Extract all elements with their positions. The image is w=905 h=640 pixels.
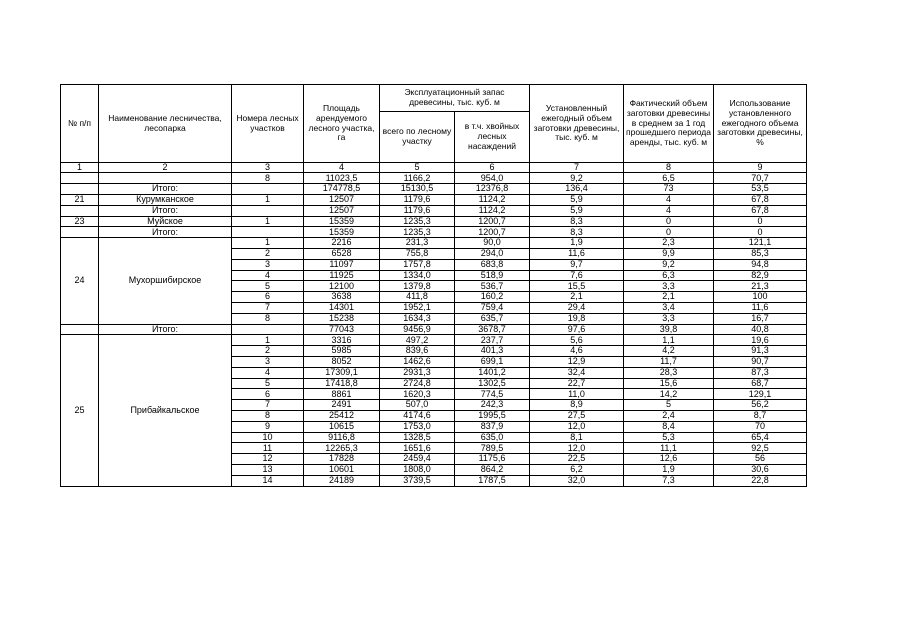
stock-conifer-value: 536,7: [455, 281, 530, 292]
usage-percent-value: 121,1: [714, 238, 807, 249]
annual-volume-value: 12,9: [530, 356, 624, 367]
usage-percent-value: 129,1: [714, 389, 807, 400]
plot-number: 8: [232, 410, 304, 421]
total-usage-percent: 0: [714, 227, 807, 238]
plot-number: 7: [232, 303, 304, 314]
column-number: 1: [61, 163, 99, 173]
actual-volume-value: 3,4: [624, 303, 714, 314]
usage-percent-value: 11,6: [714, 303, 807, 314]
stock-conifer-value: 1175,6: [455, 454, 530, 465]
plot-number: 6: [232, 389, 304, 400]
usage-percent-value: 56: [714, 454, 807, 465]
stock-conifer-value: 401,3: [455, 346, 530, 357]
total-empty-cell: [232, 205, 304, 216]
annual-volume-value: 9,7: [530, 259, 624, 270]
header-usage: Использование установленного ежегодного объема заготовки древесины, %: [714, 85, 807, 163]
plot-number: 14: [232, 475, 304, 486]
stock-total-value: 1757,8: [380, 259, 455, 270]
stock-total-value: 2931,3: [380, 367, 455, 378]
total-actual-volume: 0: [624, 227, 714, 238]
plot-number: 1: [232, 216, 304, 227]
stock-total-value: 1808,0: [380, 464, 455, 475]
plot-number: 5: [232, 281, 304, 292]
header-plots: Номера лесных участков: [232, 85, 304, 163]
column-number: 9: [714, 163, 807, 173]
column-number: 8: [624, 163, 714, 173]
annual-volume-value: 11,6: [530, 249, 624, 260]
header-annual: Установленный ежегодный объем заготовки древесины, тыс. куб. м: [530, 85, 624, 163]
stock-total-value: 839,6: [380, 346, 455, 357]
annual-volume-value: 2,1: [530, 292, 624, 303]
actual-volume-value: 11,1: [624, 443, 714, 454]
total-area: 15359: [304, 227, 380, 238]
area-value: 12507: [304, 195, 380, 206]
total-stock: 1179,6: [380, 205, 455, 216]
usage-percent-value: 90,7: [714, 356, 807, 367]
usage-percent-value: 65,4: [714, 432, 807, 443]
stock-conifer-value: 635,0: [455, 432, 530, 443]
plot-number: 5: [232, 378, 304, 389]
annual-volume-value: 22,7: [530, 378, 624, 389]
area-value: 3638: [304, 292, 380, 303]
plot-number: 8: [232, 313, 304, 324]
stock-total-value: 1235,3: [380, 216, 455, 227]
stock-conifer-value: 1200,7: [455, 216, 530, 227]
actual-volume-value: 15,6: [624, 378, 714, 389]
table-row: [61, 216, 807, 227]
header-area: Площадь арендуемого лесного участка, га: [304, 85, 380, 163]
area-value: 3316: [304, 335, 380, 346]
stock-conifer-value: 789,5: [455, 443, 530, 454]
area-value: 12265,3: [304, 443, 380, 454]
usage-percent-value: 16,7: [714, 313, 807, 324]
column-number: 2: [99, 163, 232, 173]
area-value: 25412: [304, 410, 380, 421]
stock-conifer-value: 294,0: [455, 249, 530, 260]
total-empty-cell: [232, 227, 304, 238]
table-row: [61, 195, 807, 206]
total-stock: 9456,9: [380, 324, 455, 335]
plot-number: 6: [232, 292, 304, 303]
actual-volume-value: 6,5: [624, 173, 714, 184]
total-empty-cell: [61, 205, 99, 216]
stock-conifer-value: 90,0: [455, 238, 530, 249]
stock-total-value: 497,2: [380, 335, 455, 346]
actual-volume-value: 9,9: [624, 249, 714, 260]
area-value: 9116,8: [304, 432, 380, 443]
actual-volume-value: 3,3: [624, 313, 714, 324]
column-number: 7: [530, 163, 624, 173]
column-number-row: [61, 163, 807, 173]
plot-number: 4: [232, 270, 304, 281]
usage-percent-value: 70,7: [714, 173, 807, 184]
usage-percent-value: 67,8: [714, 195, 807, 206]
total-row: [61, 184, 807, 195]
total-empty-cell: [61, 227, 99, 238]
stock-total-value: 1334,0: [380, 270, 455, 281]
annual-volume-value: 5,9: [530, 195, 624, 206]
area-value: 11097: [304, 259, 380, 270]
annual-volume-value: 6,2: [530, 464, 624, 475]
stock-total-value: 411,8: [380, 292, 455, 303]
forestry-number: [61, 173, 99, 184]
stock-conifer-value: 1302,5: [455, 378, 530, 389]
plot-number: 7: [232, 400, 304, 411]
annual-volume-value: 9,2: [530, 173, 624, 184]
stock-conifer-value: 1124,2: [455, 195, 530, 206]
area-value: 6528: [304, 249, 380, 260]
annual-volume-value: 27,5: [530, 410, 624, 421]
header-name: Наименование лесничества, лесопарка: [99, 85, 232, 163]
header-num: № п/п: [61, 85, 99, 163]
annual-volume-value: 12,0: [530, 443, 624, 454]
annual-volume-value: 15,5: [530, 281, 624, 292]
actual-volume-value: 9,2: [624, 259, 714, 270]
column-number: 3: [232, 163, 304, 173]
actual-volume-value: 6,3: [624, 270, 714, 281]
actual-volume-value: 2,4: [624, 410, 714, 421]
plot-number: 2: [232, 346, 304, 357]
table-body: [61, 163, 807, 487]
usage-percent-value: 92,5: [714, 443, 807, 454]
total-usage-percent: 67,8: [714, 205, 807, 216]
forestry-number: 25: [61, 335, 99, 486]
usage-percent-value: 0: [714, 216, 807, 227]
area-value: 2216: [304, 238, 380, 249]
plot-number: 9: [232, 421, 304, 432]
header-stock-total: всего по лесному участку: [380, 112, 455, 163]
area-value: 17828: [304, 454, 380, 465]
annual-volume-value: 22,5: [530, 454, 624, 465]
area-value: 5985: [304, 346, 380, 357]
forestry-number: 24: [61, 238, 99, 324]
actual-volume-value: 28,3: [624, 367, 714, 378]
area-value: 15238: [304, 313, 380, 324]
total-label: Итого:: [99, 205, 232, 216]
stock-total-value: 1166,2: [380, 173, 455, 184]
usage-percent-value: 30,6: [714, 464, 807, 475]
annual-volume-value: 11,0: [530, 389, 624, 400]
plot-number: 10: [232, 432, 304, 443]
total-stock-conifer: 1200,7: [455, 227, 530, 238]
actual-volume-value: 14,2: [624, 389, 714, 400]
actual-volume-value: 8,4: [624, 421, 714, 432]
total-area: 12507: [304, 205, 380, 216]
stock-total-value: 1952,1: [380, 303, 455, 314]
stock-conifer-value: 1787,5: [455, 475, 530, 486]
stock-total-value: 2459,4: [380, 454, 455, 465]
actual-volume-value: 3,3: [624, 281, 714, 292]
total-stock-conifer: 12376,8: [455, 184, 530, 195]
forest-lease-table: [60, 84, 807, 487]
annual-volume-value: 1,9: [530, 238, 624, 249]
total-empty-cell: [61, 324, 99, 335]
stock-conifer-value: 759,4: [455, 303, 530, 314]
forestry-name: Муйское: [99, 216, 232, 227]
total-usage-percent: 40,8: [714, 324, 807, 335]
column-number: 5: [380, 163, 455, 173]
plot-number: 12: [232, 454, 304, 465]
actual-volume-value: 7,3: [624, 475, 714, 486]
total-row: [61, 324, 807, 335]
plot-number: 1: [232, 195, 304, 206]
total-stock-conifer: 1124,2: [455, 205, 530, 216]
area-value: 15359: [304, 216, 380, 227]
plot-number: 1: [232, 335, 304, 346]
annual-volume-value: 4,6: [530, 346, 624, 357]
area-value: 10615: [304, 421, 380, 432]
plot-number: 8: [232, 173, 304, 184]
total-stock: 1235,3: [380, 227, 455, 238]
stock-conifer-value: 954,0: [455, 173, 530, 184]
total-label: Итого:: [99, 324, 232, 335]
total-usage-percent: 53,5: [714, 184, 807, 195]
header-actual: Фактический объем заготовки древесины в среднем за 1 год прошедшего периода аренды, тыс. куб. м: [624, 85, 714, 163]
usage-percent-value: 100: [714, 292, 807, 303]
stock-conifer-value: 242,3: [455, 400, 530, 411]
stock-total-value: 507,0: [380, 400, 455, 411]
total-empty-cell: [61, 184, 99, 195]
area-value: 11925: [304, 270, 380, 281]
usage-percent-value: 56,2: [714, 400, 807, 411]
actual-volume-value: 1,9: [624, 464, 714, 475]
forestry-name: Прибайкальское: [99, 335, 232, 486]
usage-percent-value: 19,6: [714, 335, 807, 346]
area-value: 11023,5: [304, 173, 380, 184]
total-row: [61, 227, 807, 238]
plot-number: 2: [232, 249, 304, 260]
stock-total-value: 3739,5: [380, 475, 455, 486]
actual-volume-value: 2,1: [624, 292, 714, 303]
usage-percent-value: 82,9: [714, 270, 807, 281]
table-row: [61, 238, 807, 249]
header-stock-conifer: в т.ч. хвойных лесных насаждений: [455, 112, 530, 163]
area-value: 17418,8: [304, 378, 380, 389]
total-stock: 15130,5: [380, 184, 455, 195]
stock-conifer-value: 683,8: [455, 259, 530, 270]
table-row: [61, 173, 807, 184]
actual-volume-value: 5: [624, 400, 714, 411]
stock-total-value: 1753,0: [380, 421, 455, 432]
stock-total-value: 1328,5: [380, 432, 455, 443]
annual-volume-value: 32,4: [530, 367, 624, 378]
area-value: 12100: [304, 281, 380, 292]
stock-total-value: 1651,6: [380, 443, 455, 454]
usage-percent-value: 85,3: [714, 249, 807, 260]
plot-number: 1: [232, 238, 304, 249]
stock-conifer-value: 774,5: [455, 389, 530, 400]
stock-total-value: 2724,8: [380, 378, 455, 389]
stock-conifer-value: 160,2: [455, 292, 530, 303]
stock-conifer-value: 1401,2: [455, 367, 530, 378]
usage-percent-value: 94,8: [714, 259, 807, 270]
actual-volume-value: 11,7: [624, 356, 714, 367]
actual-volume-value: 4: [624, 195, 714, 206]
total-empty-cell: [232, 184, 304, 195]
header-stock-group: Эксплуатационный запас древесины, тыс. куб. м: [380, 85, 530, 112]
stock-total-value: 1634,3: [380, 313, 455, 324]
area-value: 10601: [304, 464, 380, 475]
area-value: 8052: [304, 356, 380, 367]
usage-percent-value: 21,3: [714, 281, 807, 292]
annual-volume-value: 7,6: [530, 270, 624, 281]
forestry-name: Курумканское: [99, 195, 232, 206]
total-annual-volume: 5,9: [530, 205, 624, 216]
table-row: [61, 335, 807, 346]
actual-volume-value: 1,1: [624, 335, 714, 346]
total-stock-conifer: 3678,7: [455, 324, 530, 335]
stock-conifer-value: 635,7: [455, 313, 530, 324]
total-row: [61, 205, 807, 216]
area-value: 2491: [304, 400, 380, 411]
annual-volume-value: 8,1: [530, 432, 624, 443]
forestry-number: 23: [61, 216, 99, 227]
forestry-name: [99, 173, 232, 184]
stock-conifer-value: 837,9: [455, 421, 530, 432]
plot-number: 4: [232, 367, 304, 378]
annual-volume-value: 32,0: [530, 475, 624, 486]
stock-total-value: 231,3: [380, 238, 455, 249]
stock-conifer-value: 699,1: [455, 356, 530, 367]
usage-percent-value: 87,3: [714, 367, 807, 378]
stock-total-value: 1379,8: [380, 281, 455, 292]
stock-total-value: 1462,6: [380, 356, 455, 367]
total-annual-volume: 136,4: [530, 184, 624, 195]
stock-conifer-value: 864,2: [455, 464, 530, 475]
total-actual-volume: 73: [624, 184, 714, 195]
stock-conifer-value: 1995,5: [455, 410, 530, 421]
forestry-name: Мухоршибирское: [99, 238, 232, 324]
stock-conifer-value: 237,7: [455, 335, 530, 346]
actual-volume-value: 12,6: [624, 454, 714, 465]
annual-volume-value: 19,8: [530, 313, 624, 324]
stock-total-value: 755,8: [380, 249, 455, 260]
stock-conifer-value: 518,9: [455, 270, 530, 281]
column-number: 6: [455, 163, 530, 173]
total-label: Итого:: [99, 184, 232, 195]
total-annual-volume: 97,6: [530, 324, 624, 335]
usage-percent-value: 8,7: [714, 410, 807, 421]
plot-number: 13: [232, 464, 304, 475]
actual-volume-value: 5,3: [624, 432, 714, 443]
stock-total-value: 1179,6: [380, 195, 455, 206]
plot-number: 11: [232, 443, 304, 454]
total-actual-volume: 39,8: [624, 324, 714, 335]
annual-volume-value: 8,3: [530, 216, 624, 227]
plot-number: 3: [232, 356, 304, 367]
area-value: 14301: [304, 303, 380, 314]
annual-volume-value: 12,0: [530, 421, 624, 432]
area-value: 24189: [304, 475, 380, 486]
total-actual-volume: 4: [624, 205, 714, 216]
area-value: 17309,1: [304, 367, 380, 378]
plot-number: 3: [232, 259, 304, 270]
annual-volume-value: 29,4: [530, 303, 624, 314]
annual-volume-value: 5,6: [530, 335, 624, 346]
forestry-number: 21: [61, 195, 99, 206]
annual-volume-value: 8,9: [530, 400, 624, 411]
stock-total-value: 4174,6: [380, 410, 455, 421]
actual-volume-value: 2,3: [624, 238, 714, 249]
actual-volume-value: 4,2: [624, 346, 714, 357]
usage-percent-value: 91,3: [714, 346, 807, 357]
total-area: 77043: [304, 324, 380, 335]
usage-percent-value: 22,8: [714, 475, 807, 486]
column-number: 4: [304, 163, 380, 173]
total-area: 174778,5: [304, 184, 380, 195]
total-annual-volume: 8,3: [530, 227, 624, 238]
total-empty-cell: [232, 324, 304, 335]
usage-percent-value: 68,7: [714, 378, 807, 389]
area-value: 8861: [304, 389, 380, 400]
usage-percent-value: 70: [714, 421, 807, 432]
actual-volume-value: 0: [624, 216, 714, 227]
total-label: Итого:: [99, 227, 232, 238]
stock-total-value: 1620,3: [380, 389, 455, 400]
